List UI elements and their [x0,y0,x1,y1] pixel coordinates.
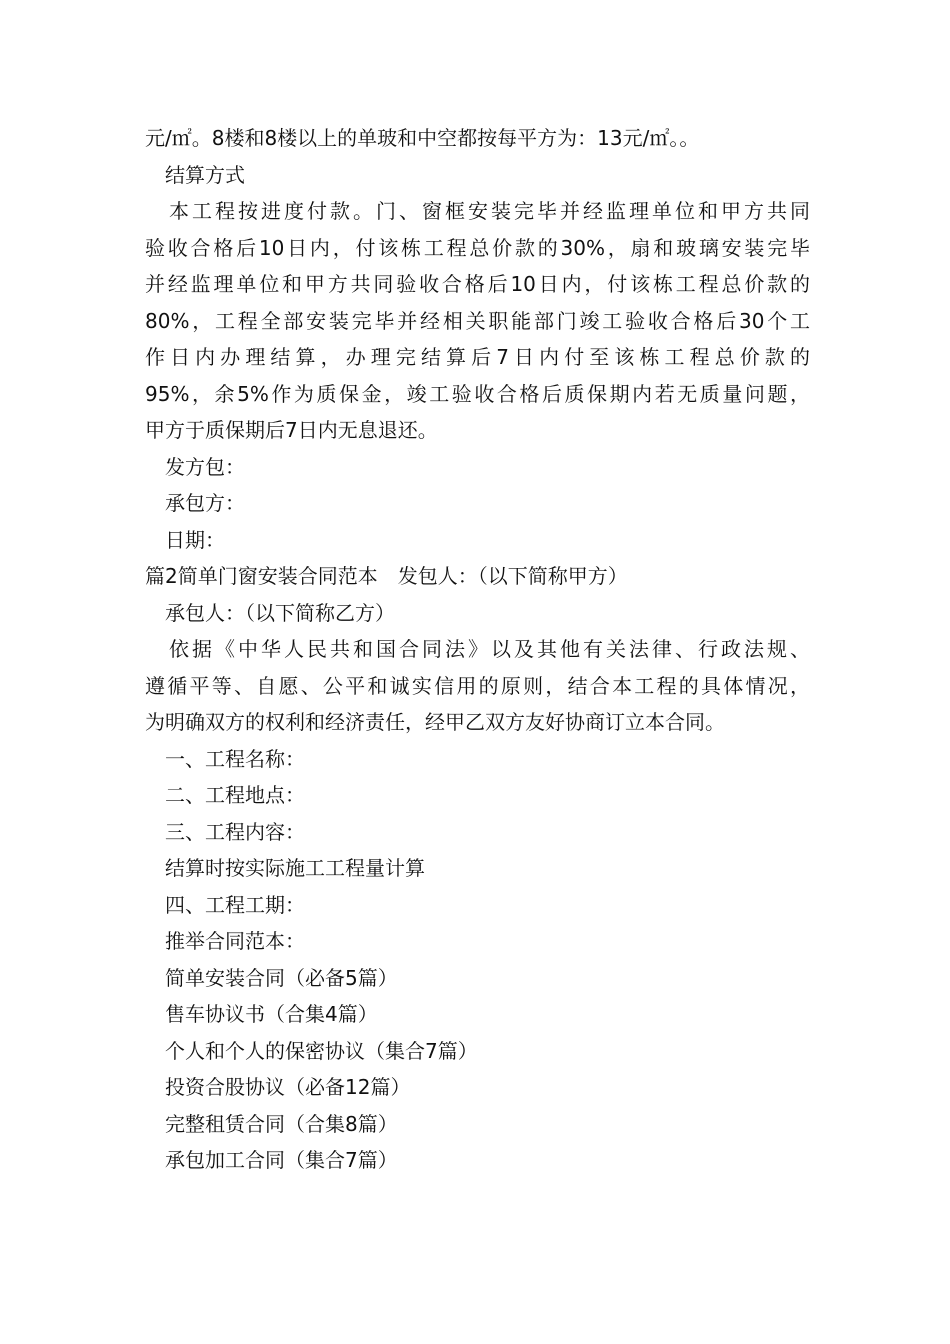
recommended-link-3[interactable]: 个人和个人的保密协议（集合7篇） [165,1038,478,1063]
paragraph-payment-line-6: 95%，余5%作为质保金，竣工验收合格后质保期内若无质量问题， [145,381,810,406]
clause-project-duration: 四、工程工期： [165,892,305,917]
clause-settlement-note: 结算时按实际施工工程量计算 [165,856,425,880]
signature-contractor-label: 承包方： [165,491,245,515]
signature-employer-label: 发方包： [165,454,245,479]
text-line-price-rate: 元/㎡。8楼和8楼以上的单玻和中空都按每平方为：13元/㎡。。 [145,126,700,150]
recommended-templates-heading: 推举合同范本： [165,929,305,953]
recommended-link-2[interactable]: 售车协议书（合集4篇） [165,1002,378,1026]
signature-date-label: 日期： [165,527,225,552]
document-body [145,120,810,1179]
paragraph-payment-line-4: 80%，工程全部安装完毕并经相关职能部门竣工验收合格后30个工 [145,308,810,333]
paragraph-payment-line-3: 并经监理单位和甲方共同验收合格后10日内，付该栋工程总价款的 [145,272,810,296]
paragraph-payment-line-7: 甲方于质保期后7日内无息退还。 [145,418,438,442]
contractor-party-line: 承包人：（以下简称乙方） [165,600,395,625]
clause-project-location: 二、工程地点： [165,783,305,807]
recommended-link-1[interactable]: 简单安装合同（必备5篇） [165,965,398,990]
paragraph-legal-basis-line-3: 为明确双方的权利和经济责任，经甲乙双方友好协商订立本合同。 [145,710,725,734]
paragraph-payment-line-5: 作日内办理结算，办理完结算后7日内付至该栋工程总价款的 [145,345,810,369]
clause-project-content: 三、工程内容： [165,819,305,844]
recommended-link-4[interactable]: 投资合股协议（必备12篇） [165,1075,411,1099]
section-heading-settlement: 结算方式 [165,162,245,187]
paragraph-legal-basis-line-2: 遵循平等、自愿、公平和诚实信用的原则，结合本工程的具体情况， [145,673,810,698]
paragraph-payment-line-1: 本工程按进度付款。门、窗框安装完毕并经监理单位和甲方共同 [169,199,810,223]
paragraph-legal-basis-line-1: 依据《中华人民共和国合同法》以及其他有关法律、行政法规、 [169,637,810,661]
paragraph-payment-line-2: 验收合格后10日内，付该栋工程总价款的30%，扇和玻璃安装完毕 [145,235,810,260]
clause-project-name: 一、工程名称： [165,746,305,771]
contract-2-title: 篇2简单门窗安装合同范本 发包人：（以下简称甲方） [145,564,628,588]
recommended-link-6[interactable]: 承包加工合同（集合7篇） [165,1148,398,1172]
recommended-link-5[interactable]: 完整租赁合同（合集8篇） [165,1111,398,1136]
